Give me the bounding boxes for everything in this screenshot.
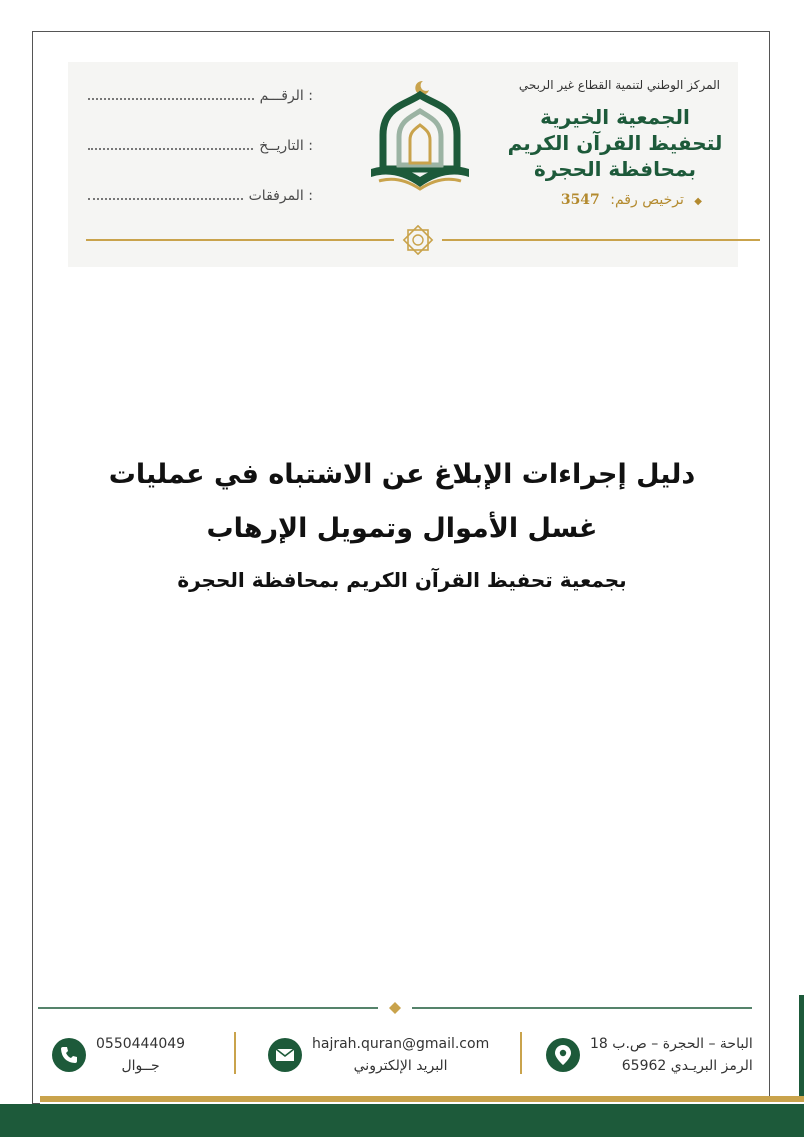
reference-fields	[88, 86, 313, 236]
location-pin-icon	[546, 1038, 580, 1072]
association-logo	[365, 77, 475, 195]
diamond-icon	[389, 1002, 401, 1014]
address-contact	[546, 1028, 753, 1082]
phone-contact	[52, 1028, 185, 1082]
date-field	[88, 136, 313, 186]
license-number: 3547	[560, 192, 600, 208]
license-line	[500, 192, 730, 208]
side-accent	[799, 995, 804, 1105]
footer-separator	[234, 1032, 236, 1074]
organization-name-line: لتحفيظ القرآن الكريم	[507, 131, 723, 155]
reference-number-field	[88, 86, 313, 136]
organization-name-line: بمحافظة الحجرة	[534, 157, 696, 181]
organization-name-line: الجمعية الخيرية	[540, 105, 690, 129]
footer-contacts	[40, 1028, 764, 1088]
header-divider	[86, 225, 760, 255]
email-label: البريد الإلكتروني	[353, 1058, 448, 1074]
phone-label: جــوال	[121, 1058, 160, 1074]
document-title-area	[60, 448, 744, 592]
phone-icon	[52, 1038, 86, 1072]
address-line: الباحة – الحجرة – ص.ب 18	[590, 1036, 753, 1052]
diamond-icon: ◆	[694, 196, 702, 207]
octagram-ornament-icon	[404, 226, 432, 254]
dotted-line	[88, 186, 243, 200]
email-text	[312, 1033, 489, 1077]
license-label: ترخيص رقم:	[610, 192, 684, 208]
postal-code-line: الرمز البريـدي 65962	[621, 1058, 753, 1074]
address-text	[590, 1033, 753, 1077]
organization-name	[500, 104, 730, 182]
email-contact	[268, 1028, 489, 1082]
attachments-label: المرفقات :	[248, 188, 313, 204]
document-title-line: غسل الأموال وتمويل الإرهاب	[206, 513, 598, 544]
footer-separator	[520, 1032, 522, 1074]
footer-divider	[38, 996, 752, 1020]
document-subtitle: بجمعية تحفيظ القرآن الكريم بمحافظة الحجرة	[177, 568, 627, 592]
parent-center-name: المركز الوطني لتنمية القطاع غير الربحي	[518, 78, 720, 92]
phone-text	[96, 1033, 185, 1077]
envelope-icon	[268, 1038, 302, 1072]
organization-block	[500, 78, 730, 208]
phone-number[interactable]: 0550444049	[96, 1036, 186, 1052]
document-title-line: دليل إجراءات الإبلاغ عن الاشتباه في عمليات	[108, 459, 696, 490]
email-address[interactable]: hajrah.quran@gmail.com	[312, 1036, 490, 1052]
date-label: التاريــخ :	[259, 138, 313, 154]
dotted-line	[88, 86, 254, 100]
reference-number-label: الرقـــم :	[259, 88, 313, 104]
footer-green-band	[0, 1104, 804, 1137]
dotted-line	[88, 136, 253, 150]
